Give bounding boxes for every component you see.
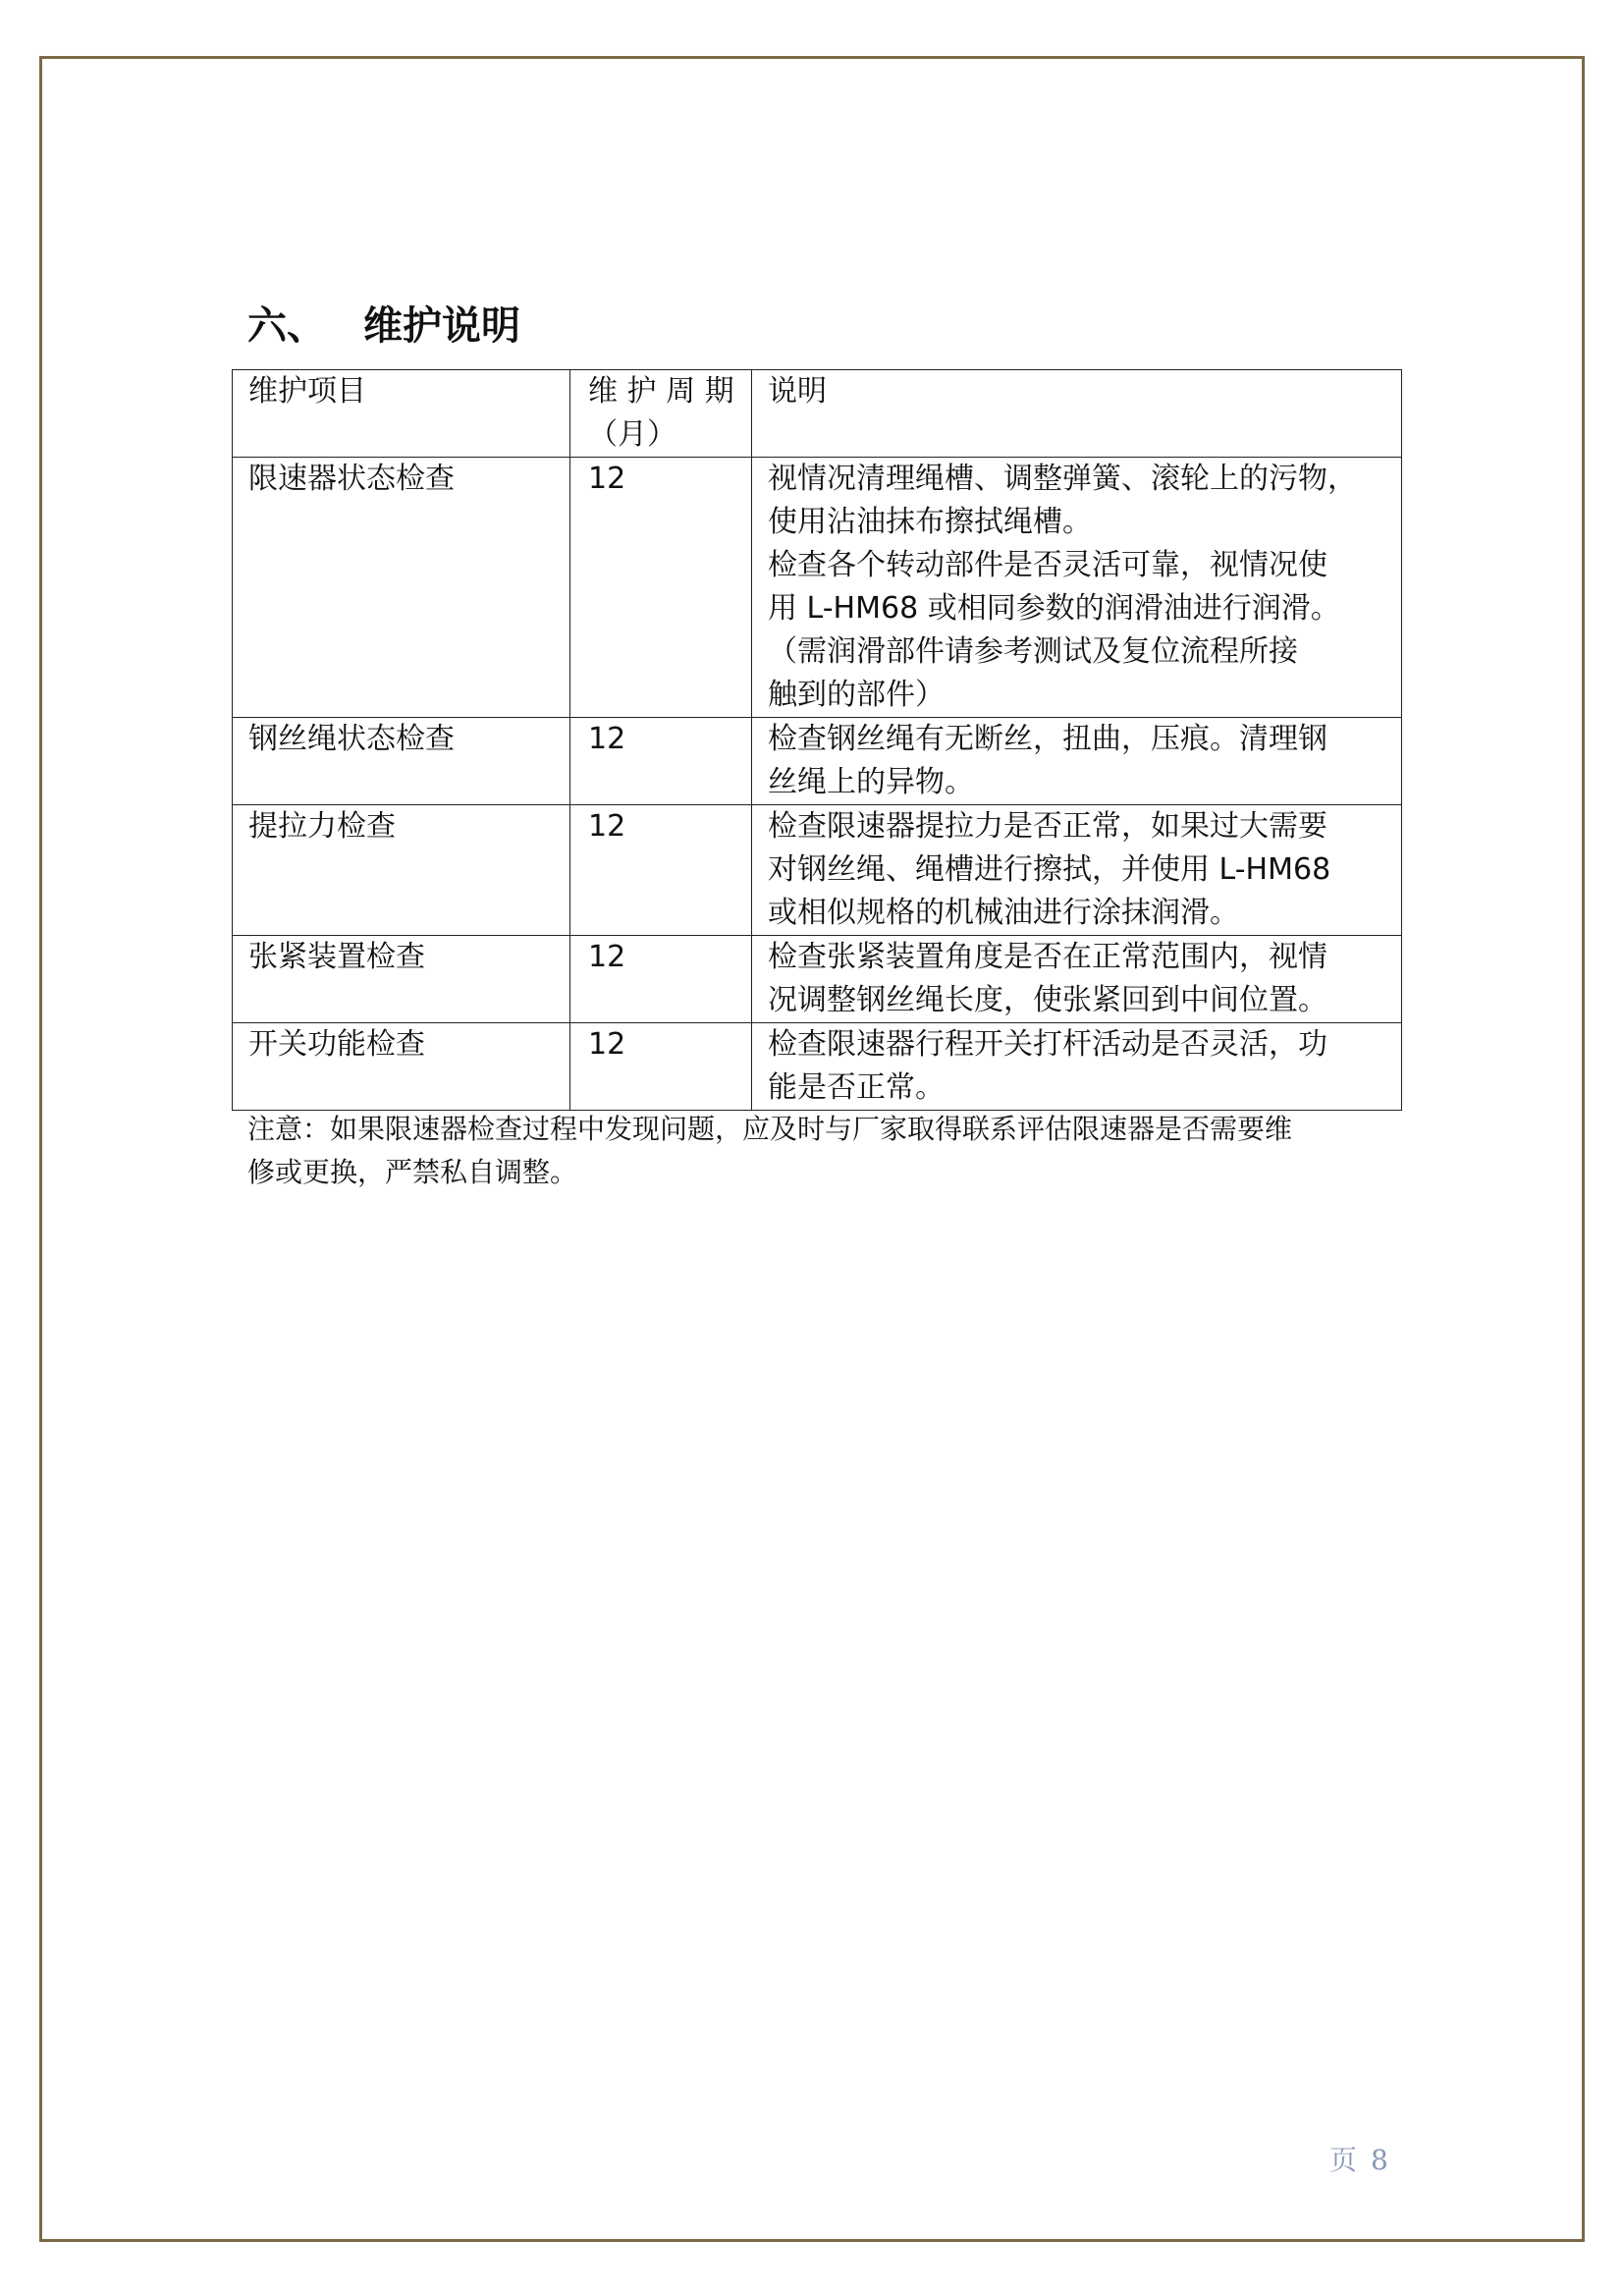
- table-row: [233, 936, 1402, 1023]
- desc-line: 丝绳上的异物。: [768, 765, 974, 799]
- header-desc: [752, 370, 1402, 458]
- row-desc: [752, 718, 1402, 805]
- row-item: 张紧装置检查: [233, 936, 570, 1023]
- desc-line: 视情况清理绳槽、调整弹簧、滚轮上的污物，: [768, 462, 1357, 496]
- desc-line: 况调整钢丝绳长度，使张紧回到中间位置。: [768, 983, 1327, 1017]
- row-period: 12: [570, 805, 752, 936]
- desc-line: 或相似规格的机械油进行涂抹润滑。: [768, 896, 1239, 930]
- desc-line: 触到的部件）: [768, 678, 945, 712]
- note-line: 注意：如果限速器检查过程中发现问题，应及时与厂家取得联系评估限速器是否需要维: [247, 1113, 1293, 1145]
- row-desc: [752, 936, 1402, 1023]
- row-period: 12: [570, 936, 752, 1023]
- header-period: [570, 370, 752, 458]
- header-period-line1: 维 护 周 期: [588, 374, 734, 409]
- desc-line: 检查钢丝绳有无断丝，扭曲，压痕。清理钢: [768, 722, 1327, 756]
- table-row: [233, 458, 1402, 718]
- row-desc: [752, 458, 1402, 718]
- table-header-row: [233, 370, 1402, 458]
- desc-line: 使用沾油抹布擦拭绳槽。: [768, 505, 1092, 539]
- maintenance-table: [232, 369, 1402, 1111]
- desc-line: 检查张紧装置角度是否在正常范围内，视情: [768, 940, 1327, 974]
- row-item: 开关功能检查: [233, 1023, 570, 1111]
- desc-line: 能是否正常。: [768, 1070, 945, 1105]
- row-desc: [752, 1023, 1402, 1111]
- note-line: 修或更换，严禁私自调整。: [247, 1156, 578, 1188]
- page-number: [1329, 2139, 1388, 2178]
- desc-line: 检查各个转动部件是否灵活可靠，视情况使: [768, 548, 1327, 582]
- desc-line: 检查限速器提拉力是否正常，如果过大需要: [768, 809, 1327, 844]
- table-row: [233, 718, 1402, 805]
- note: [247, 1108, 1386, 1194]
- row-item: 提拉力检查: [233, 805, 570, 936]
- section-heading: [247, 297, 520, 355]
- section-number: 六、: [247, 303, 326, 349]
- header-period-line2: （月）: [588, 417, 676, 452]
- desc-line: （需润滑部件请参考测试及复位流程所接: [768, 634, 1298, 669]
- row-item: 限速器状态检查: [233, 458, 570, 718]
- header-item: [233, 370, 570, 458]
- page-number-value: 8: [1371, 2144, 1388, 2176]
- row-desc: [752, 805, 1402, 936]
- header-item-label: 维护项目: [248, 374, 366, 409]
- section-title: 维护说明: [363, 303, 520, 349]
- table-row: [233, 805, 1402, 936]
- row-period: 12: [570, 458, 752, 718]
- row-period: 12: [570, 1023, 752, 1111]
- row-item: 钢丝绳状态检查: [233, 718, 570, 805]
- desc-line: 用 L-HM68 或相同参数的润滑油进行润滑。: [768, 591, 1340, 626]
- page-label: 页: [1329, 2144, 1358, 2176]
- row-period: 12: [570, 718, 752, 805]
- header-desc-label: 说明: [768, 374, 827, 409]
- desc-line: 对钢丝绳、绳槽进行擦拭，并使用 L-HM68: [768, 852, 1331, 887]
- table-row: [233, 1023, 1402, 1111]
- desc-line: 检查限速器行程开关打杆活动是否灵活，功: [768, 1027, 1327, 1062]
